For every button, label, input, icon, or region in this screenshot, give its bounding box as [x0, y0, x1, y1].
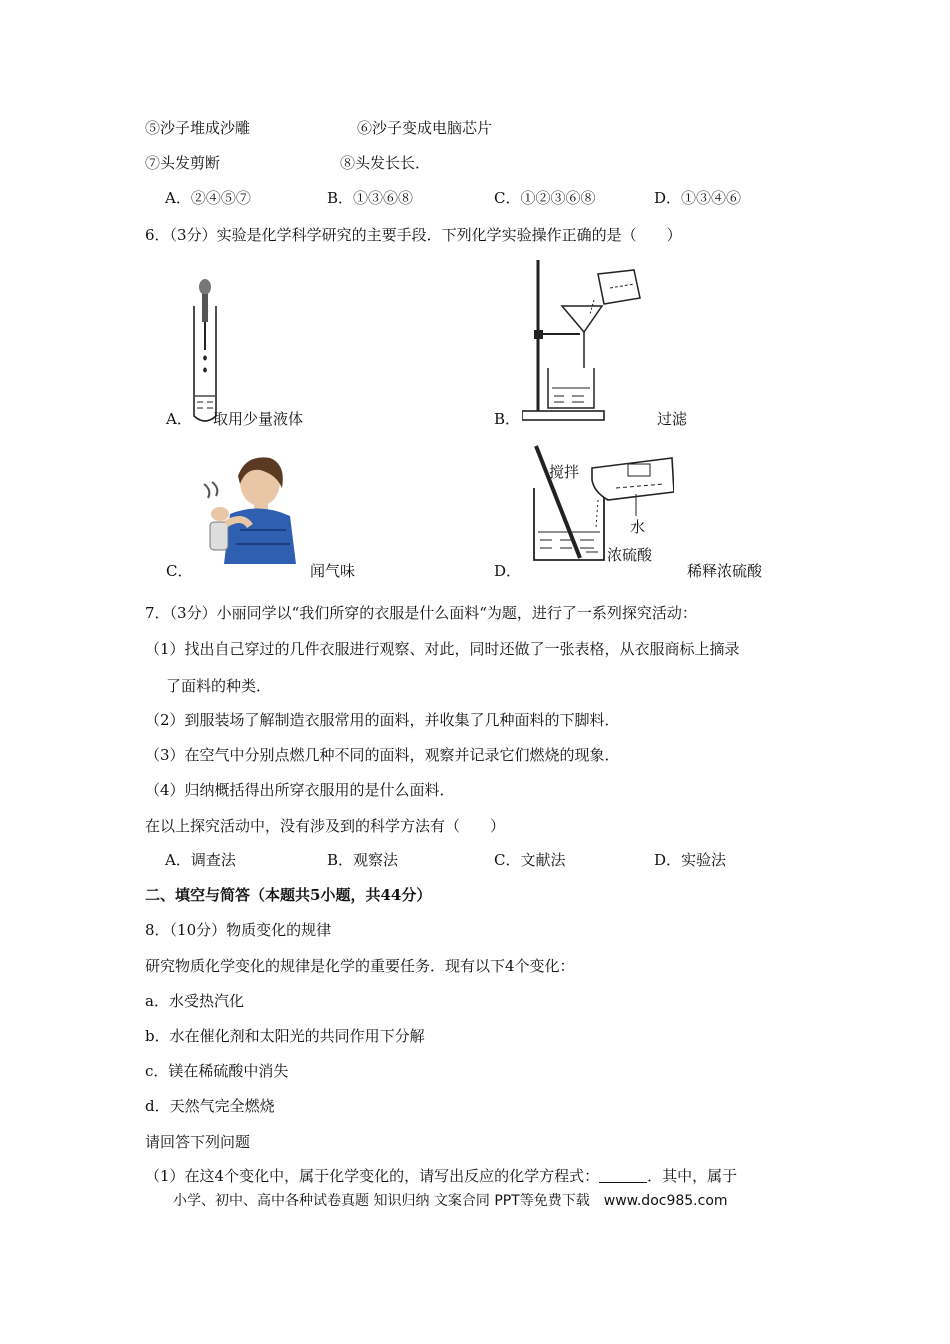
q5-option-b: B．①③⑥⑧ [327, 189, 414, 207]
q7-step-1: （1）找出自己穿过的几件衣服进行观察、对此，同时还做了一张表格，从衣服商标上摘录 [145, 640, 740, 658]
q7-step-1-cont: 了面料的种类． [166, 677, 272, 695]
q7-option-a: A．调查法 [165, 851, 236, 869]
q8-intro: 研究物质化学变化的规律是化学的重要任务．现有以下4个变化： [145, 957, 575, 975]
q7-step-2: （2）到服装场了解制造衣服常用的面料，并收集了几种面料的下脚料． [145, 711, 620, 729]
q7-option-b: B．观察法 [327, 851, 399, 869]
q5-option-a: A．②④⑤⑦ [165, 189, 251, 207]
q6-option-d-letter: D． [494, 562, 522, 580]
dropper-test-tube-figure [185, 278, 225, 428]
q6-option-a-letter: A． [166, 410, 192, 428]
q6-stem: 6．（3分）实验是化学科学研究的主要手段．下列化学实验操作正确的是（ ） [145, 226, 682, 244]
q7-step-3: （3）在空气中分别点燃几种不同的面料，观察并记录它们燃烧的现象． [145, 746, 620, 764]
q6-option-b-caption: 过滤 [657, 410, 688, 428]
q8-item-c: c．镁在稀硫酸中消失 [145, 1062, 289, 1080]
q8-item-a: a．水受热汽化 [145, 992, 244, 1010]
q5-item-5: ⑤沙子堆成沙雕 [145, 119, 251, 137]
q5-item-7: ⑦头发剪断 [145, 154, 221, 172]
water-label: 水 [630, 518, 646, 536]
q5-option-c: C．①②③⑥⑧ [494, 189, 596, 207]
q8-part-1-start: （1）在这4个变化中，属于化学变化的，请写出反应的化学方程式： [145, 1167, 600, 1185]
q6-option-c-letter: C． [166, 562, 193, 580]
q8-item-b: b．水在催化剂和太阳光的共同作用下分解 [145, 1027, 425, 1045]
q7-stem: 7．（3分）小丽同学以“我们所穿的衣服是什么面料“为题，进行了一系列探究活动： [145, 604, 697, 622]
q8-prompt: 请回答下列问题 [145, 1133, 251, 1151]
q5-item-6: ⑥沙子变成电脑芯片 [357, 119, 493, 137]
q5-item-8: ⑧头发长长． [340, 154, 431, 172]
footer-text: 小学、初中、高中各种试卷真题 知识归纳 文案合同 PPT等免费下载 www.doc985.com [173, 1193, 728, 1209]
answer-blank[interactable] [599, 1168, 647, 1183]
q6-option-d-caption: 稀释浓硫酸 [687, 562, 763, 580]
q8-part-1-end: ．其中，属于 [647, 1167, 738, 1185]
q5-option-d: D．①③④⑥ [654, 189, 742, 207]
q6-option-c-caption: 闻气味 [310, 562, 356, 580]
section-heading: 二、填空与简答（本题共5小题，共44分） [145, 886, 432, 904]
q8-item-d: d．天然气完全燃烧 [145, 1097, 275, 1115]
smelling-figure [190, 452, 300, 564]
stir-label: 搅拌 [549, 463, 580, 481]
q6-option-a-caption: 取用少量液体 [213, 410, 304, 428]
q8-part-1 [145, 1166, 737, 1186]
q7-step-4: （4）归纳概括得出所穿衣服用的是什么面料． [145, 781, 455, 799]
q8-stem: 8．（10分）物质变化的规律 [145, 921, 332, 939]
q7-option-c: C．文献法 [494, 851, 566, 869]
acid-label: 浓硫酸 [607, 546, 653, 564]
q6-option-b-letter: B． [494, 410, 521, 428]
filtration-figure [522, 256, 647, 426]
q7-question: 在以上探究活动中，没有涉及到的科学方法有（ ） [145, 817, 506, 835]
q7-option-d: D．实验法 [654, 851, 727, 869]
